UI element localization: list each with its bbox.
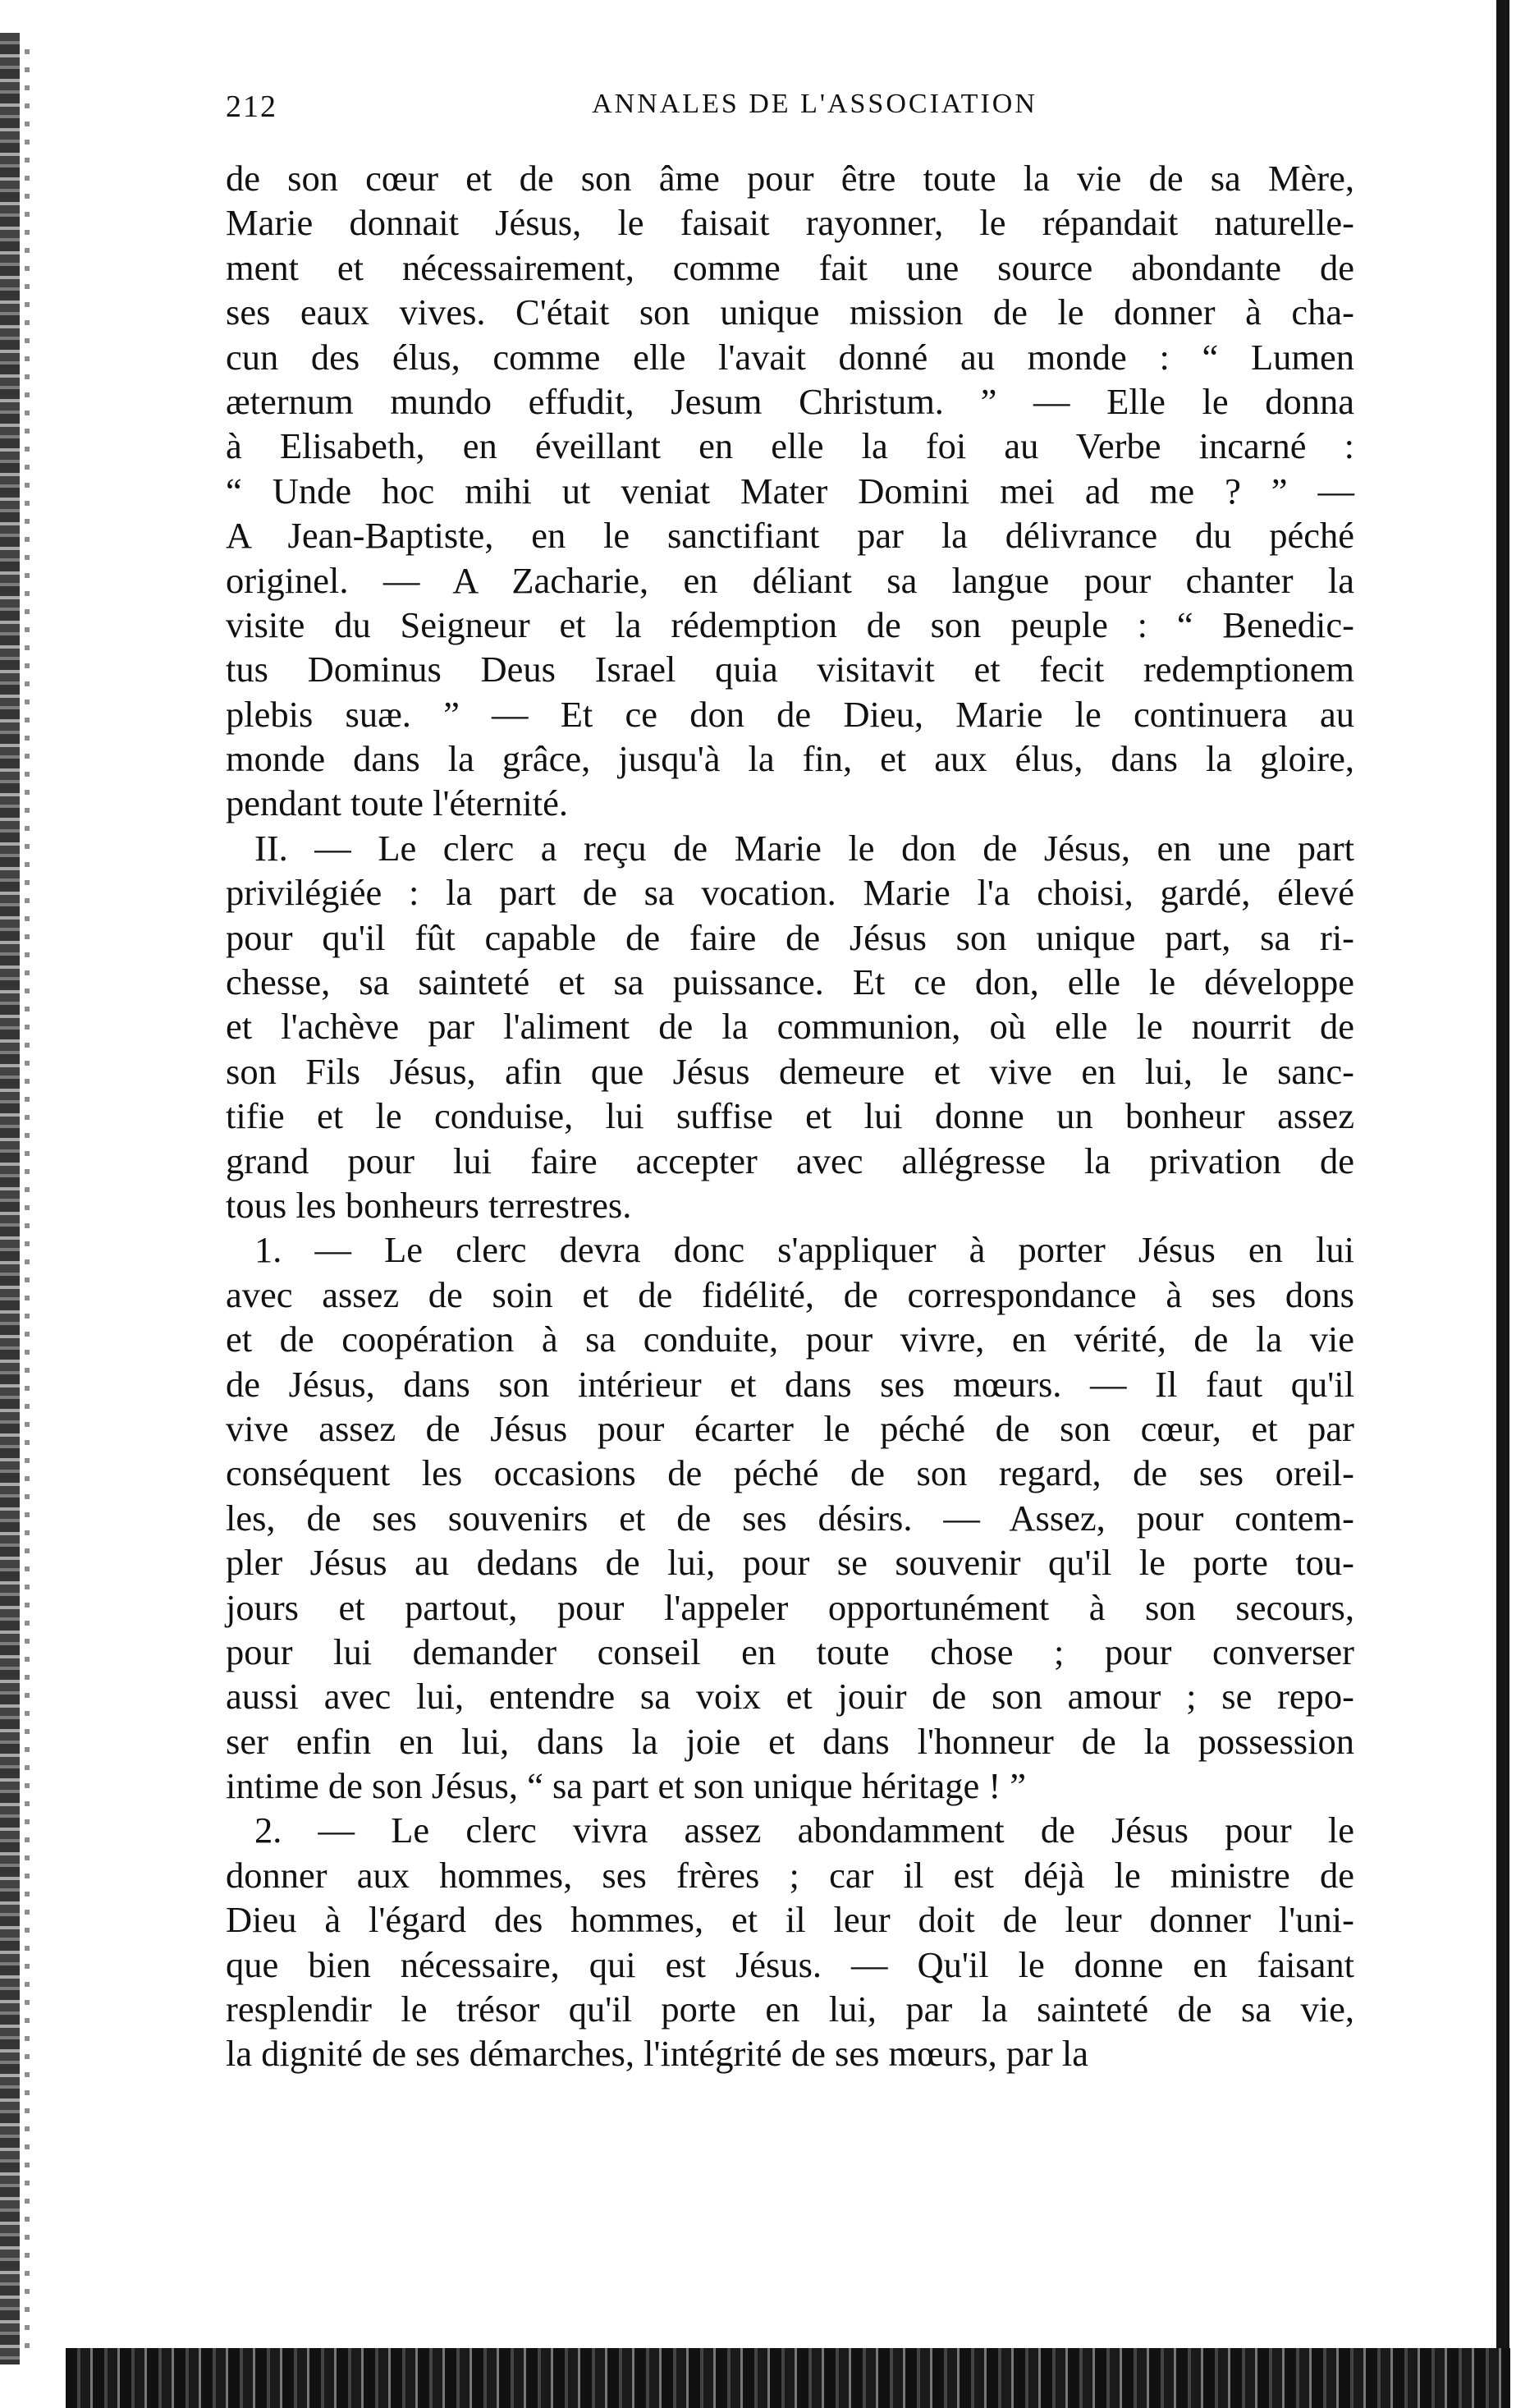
text-line: privilégiée : la part de sa vocation. Marie l'a choisi, gardé, élevé: [226, 872, 1354, 914]
text-line: monde dans la grâce, jusqu'à la fin, et aux élus, dans la gloire,: [226, 738, 1354, 780]
text-line: Marie donnait Jésus, le faisait rayonner, le répandait naturelle-: [226, 202, 1354, 244]
text-line: à Elisabeth, en éveillant en elle la foi au Verbe incarné :: [226, 425, 1354, 467]
text-line: æternum mundo effudit, Jesum Christum. ” — Elle le donna: [226, 380, 1354, 422]
text-line: la dignité de ses démarches, l'intégrité de ses mœurs, par la: [226, 2033, 1088, 2075]
text-line: resplendir le trésor qu'il porte en lui, par la sainteté de sa vie,: [226, 1988, 1354, 2030]
text-line: pendant toute l'éternité.: [226, 782, 569, 824]
scan-edge-right: [1496, 0, 1509, 2408]
text-line: ment et nécessairement, comme fait une source abondante de: [226, 246, 1354, 288]
text-line: tous les bonheurs terrestres.: [226, 1184, 632, 1226]
text-line: vive assez de Jésus pour écarter le péché de son cœur, et par: [226, 1407, 1354, 1449]
text-line: visite du Seigneur et la rédemption de son peuple : “ Benedic-: [226, 603, 1354, 645]
text-line: pour qu'il fût capable de faire de Jésus son unique part, sa ri-: [226, 916, 1354, 958]
text-line: 2. — Le clerc vivra assez abondamment de Jésus pour le: [254, 1809, 1354, 1851]
text-line: plebis suæ. ” — Et ce don de Dieu, Marie le continuera au: [226, 693, 1354, 735]
body-text: [226, 156, 1354, 2076]
text-line: cun des élus, comme elle l'avait donné au monde : “ Lumen: [226, 336, 1354, 378]
text-line: avec assez de soin et de fidélité, de correspondance à ses dons: [226, 1273, 1354, 1315]
text-line: conséquent les occasions de péché de son regard, de ses oreil-: [226, 1452, 1354, 1494]
text-line: aussi avec lui, entendre sa voix et jouir de son amour ; se repo-: [226, 1676, 1354, 1718]
scan-edge-left: [0, 33, 20, 2364]
page-header: [226, 89, 1354, 138]
text-line: Dieu à l'égard des hommes, et il leur doit de leur donner l'uni-: [226, 1899, 1354, 1941]
text-line: 1. — Le clerc devra donc s'appliquer à porter Jésus en lui: [254, 1229, 1354, 1271]
text-line: intime de son Jésus, “ sa part et son unique héritage ! ”: [226, 1765, 1027, 1807]
text-line: tifie et le conduise, lui suffise et lui donne un bonheur assez: [226, 1095, 1354, 1137]
text-line: ser enfin en lui, dans la joie et dans l'honneur de la possession: [226, 1720, 1354, 1762]
text-line: que bien nécessaire, qui est Jésus. — Qu'il le donne en faisant: [226, 1943, 1354, 1985]
text-line: pler Jésus au dedans de lui, pour se souvenir qu'il le porte tou-: [226, 1542, 1354, 1584]
text-line: son Fils Jésus, afin que Jésus demeure et vive en lui, le sanc-: [226, 1050, 1354, 1092]
text-line: donner aux hommes, ses frères ; car il est déjà le ministre de: [226, 1854, 1354, 1896]
text-line: II. — Le clerc a reçu de Marie le don de Jésus, en une part: [254, 827, 1354, 869]
text-line: grand pour lui faire accepter avec allégresse la privation de: [226, 1140, 1354, 1181]
text-line: ses eaux vives. C'était son unique mission de le donner à cha-: [226, 291, 1354, 333]
page-number: 212: [226, 89, 277, 124]
text-line: pour lui demander conseil en toute chose ; pour converser: [226, 1631, 1354, 1672]
paragraph: [226, 826, 1354, 1228]
text-line: et l'achève par l'aliment de la communion, où elle le nourrit de: [226, 1006, 1354, 1048]
text-line: de son cœur et de son âme pour être toute la vie de sa Mère,: [226, 158, 1354, 199]
scan-edge-bottom: [66, 2348, 1510, 2408]
text-line: et de coopération à sa conduite, pour vivre, en vérité, de la vie: [226, 1319, 1354, 1360]
running-title: ANNALES DE L'ASSOCIATION: [592, 89, 1037, 119]
text-line: chesse, sa sainteté et sa puissance. Et ce don, elle le développe: [226, 961, 1354, 1003]
text-line: jours et partout, pour l'appeler opportunément à son secours,: [226, 1586, 1354, 1628]
text-line: les, de ses souvenirs et de ses désirs. — Assez, pour contem-: [226, 1497, 1354, 1539]
paragraph: [226, 1227, 1354, 1808]
text-line: de Jésus, dans son intérieur et dans ses mœurs. — Il faut qu'il: [226, 1363, 1354, 1405]
text-line: tus Dominus Deus Israel quia visitavit et fecit redemptionem: [226, 649, 1354, 690]
text-line: originel. — A Zacharie, en déliant sa langue pour chanter la: [226, 559, 1354, 601]
scan-edge-left-inner: [25, 49, 30, 2348]
text-line: “ Unde hoc mihi ut veniat Mater Domini mei ad me ? ” —: [226, 470, 1354, 511]
text-line: A Jean-Baptiste, en le sanctifiant par la délivrance du péché: [226, 515, 1354, 557]
paragraph: [226, 1808, 1354, 2075]
paragraph: [226, 156, 1354, 826]
